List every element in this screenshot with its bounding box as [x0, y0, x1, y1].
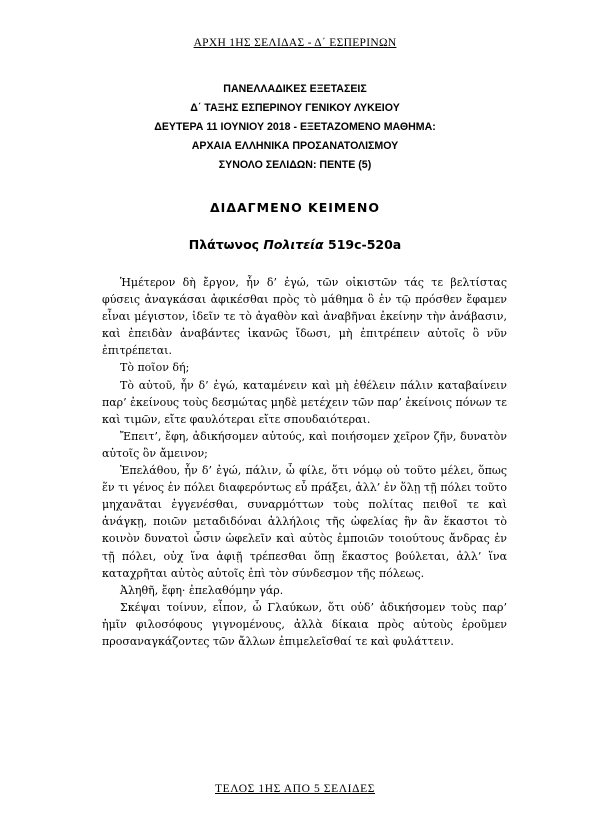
passage-text — [102, 274, 507, 650]
exam-info-line: ΣΥΝΟΛΟ ΣΕΛΙΔΩΝ: ΠΕΝΤΕ (5) — [218, 159, 372, 171]
passage-paragraph: Ἡμέτερον δὴ ἔργον, ἦν δ’ ἐγώ, τῶν οἰκιστῶν τάς τε βελτίστας φύσεις ἀναγκάσαι ἀφικέσθαι πρὸς τὸ μάθημα ὃ ἐν τῷ πρόσθεν ἔφαμεν εἶναι μέγιστον, ἰδεῖν τε τὸ ἀγαθὸν καὶ ἀναβῆναι ἐκείνην τὴν ἀνάβασιν, καὶ ἐπειδὰν ἀναβάντες ἱκανῶς ἴδωσι, μὴ ἐπιτρέπειν αὐτοῖς ὃ νῦν ἐπιτρέπεται. — [102, 276, 507, 358]
passage-paragraph: Ἀληθῆ, ἔφη· ἐπελαθόμην γάρ. — [120, 583, 284, 597]
exam-info-line: ΑΡΧΑΙΑ ΕΛΛΗΝΙΚΑ ΠΡΟΣΑΝΑΤΟΛΙΣΜΟΥ — [191, 140, 399, 152]
passage-paragraph: Ἐπελάθου, ἦν δ’ ἐγώ, πάλιν, ὦ φίλε, ὅτι νόμῳ οὐ τοῦτο μέλει, ὅπως ἕν τι γένος ἐν πόλει διαφερόντως εὖ πράξει, ἀλλ’ ἐν ὅλῃ τῇ πόλει τοῦτο μηχανᾶται ἐγγενέσθαι, συναρμόττων τοὺς πολίτας πειθοῖ τε καὶ ἀνάγκῃ, ποιῶν μεταδιδόναι ἀλλήλοις τῆς ὠφελίας ἣν ἂν ἕκαστοι τὸ κοινὸν δυνατοὶ ὦσιν ὠφελεῖν καὶ αὐτὸς ἐμποιῶν τοιούτους ἄνδρας ἐν τῇ πόλει, οὐχ ἵνα ἀφιῇ τρέπεσθαι ὅπῃ ἕκαστος βούλεται, ἀλλ’ ἵνα καταχρῆται αὐτὸς αὐτοῖς ἐπὶ τὸν σύνδεσμον τῆς πόλεως. — [102, 464, 507, 580]
exam-info-block — [0, 80, 590, 175]
passage-paragraph: Ἔπειτ’, ἔφη, ἀδικήσομεν αὐτούς, καὶ ποιήσομεν χεῖρον ζῆν, δυνατὸν αὐτοῖς ὂν ἄμεινον; — [102, 429, 507, 460]
passage-paragraph: Τὸ αὐτοῦ, ἦν δ’ ἐγώ, καταμένειν καὶ μὴ ἐθέλειν πάλιν καταβαίνειν παρ’ ἐκείνους τοὺς δεσμώτας μηδὲ μετέχειν τῶν παρ’ ἐκείνοις πόνων τε καὶ τιμῶν, εἴτε φαυλότεραι εἴτε σπουδαιότεραι. — [102, 378, 507, 426]
source-author: Πλάτωνος — [188, 237, 264, 252]
exam-info-line: Δ΄ ΤΑΞΗΣ ΕΣΠΕΡΙΝΟΥ ΓΕΝΙΚΟΥ ΛΥΚΕΙΟΥ — [190, 102, 400, 114]
exam-info-line: ΠΑΝΕΛΛΑΔΙΚΕΣ ΕΞΕΤΑΣΕΙΣ — [223, 83, 367, 95]
exam-info-line: ΔΕΥΤΕΡΑ 11 ΙΟΥΝΙΟΥ 2018 - ΕΞΕΤΑΖΟΜΕΝΟ ΜΑΘΗΜΑ: — [154, 121, 436, 133]
source-work: Πολιτεία — [263, 237, 324, 252]
source-ref: 519c-520a — [323, 237, 402, 252]
page-header: ΑΡΧΗ 1ΗΣ ΣΕΛΙΔΑΣ - Δ΄ ΕΣΠΕΡΙΝΩΝ — [193, 37, 397, 49]
section-title: ΔΙΔΑΓΜΕΝΟ ΚΕΙΜΕΝΟ — [210, 200, 380, 215]
page-footer: ΤΕΛΟΣ 1ΗΣ ΑΠΟ 5 ΣΕΛΙΔΕΣ — [215, 783, 375, 795]
passage-paragraph: Σκέψαι τοίνυν, εἶπον, ὦ Γλαύκων, ὅτι οὐδ’ ἀδικήσομεν τοὺς παρ’ ἡμῖν φιλοσόφους γιγνομένους, ἀλλὰ δίκαια πρὸς αὐτοὺς ἐροῦμεν προσαναγκάζοντες τῶν ἄλλων ἐπιμελεῖσθαί τε καὶ φυλάττειν. — [102, 600, 507, 648]
source-reference — [0, 237, 590, 252]
passage-paragraph: Τὸ ποῖον δή; — [120, 361, 190, 375]
